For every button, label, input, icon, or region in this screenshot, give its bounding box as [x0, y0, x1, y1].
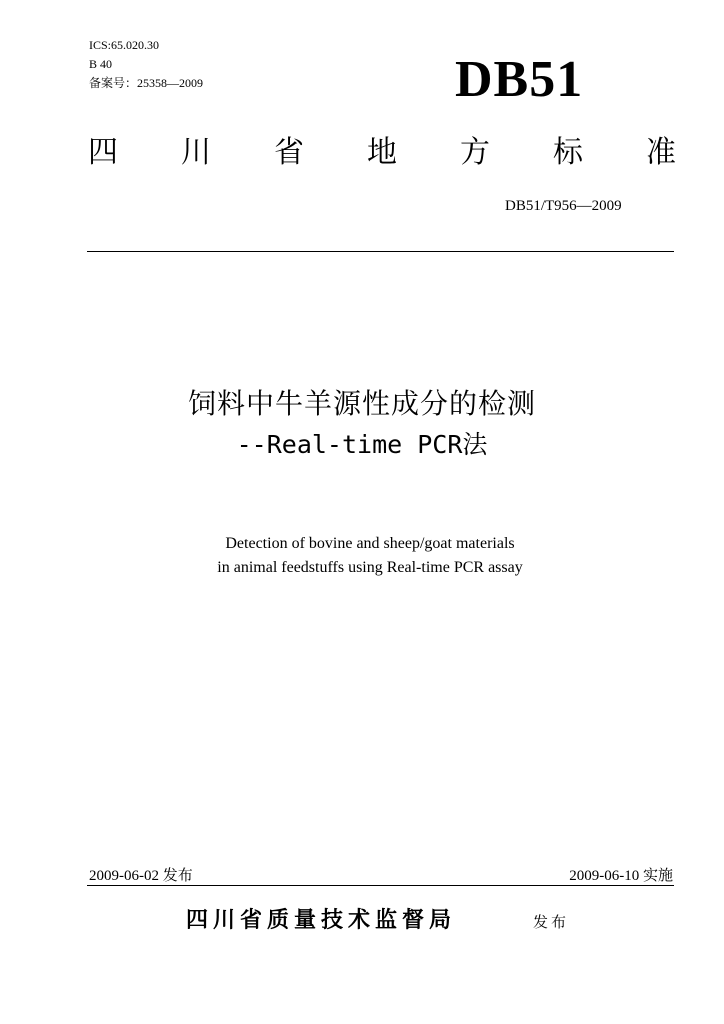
ics-code: ICS:65.020.30: [89, 38, 160, 52]
standard-type-char: 标: [553, 135, 583, 170]
bottom-divider: [87, 885, 674, 886]
standard-type-char: 准: [646, 135, 676, 170]
standard-type-char: 省: [274, 135, 304, 170]
standard-number: DB51/T956—2009: [505, 198, 622, 214]
release-date: 2009-06-02 发布: [89, 868, 193, 884]
issue-label: 发布: [533, 913, 570, 931]
top-divider: [87, 251, 674, 252]
issuing-authority: 四川省质量技术监督局: [186, 908, 457, 933]
implementation-date: 2009-06-10 实施: [569, 868, 673, 884]
standard-type-char: 方: [460, 135, 490, 170]
standard-code: DB51: [455, 51, 584, 108]
title-english-line1: Detection of bovine and sheep/goat materials: [225, 535, 515, 552]
standard-type: [88, 134, 676, 172]
title-english-line2: in animal feedstuffs using Real-time PCR assay: [217, 559, 523, 576]
standard-type-char: 四: [88, 135, 118, 170]
standard-type-char: 地: [367, 135, 397, 170]
title-chinese-subtitle: --Real-time PCR法: [236, 430, 488, 459]
ccs-code: B 40: [89, 57, 113, 71]
title-chinese: 饲料中牛羊源性成分的检测: [187, 387, 536, 420]
standard-type-char: 川: [181, 135, 211, 170]
filing-number: 备案号：25358—2009: [89, 76, 204, 90]
